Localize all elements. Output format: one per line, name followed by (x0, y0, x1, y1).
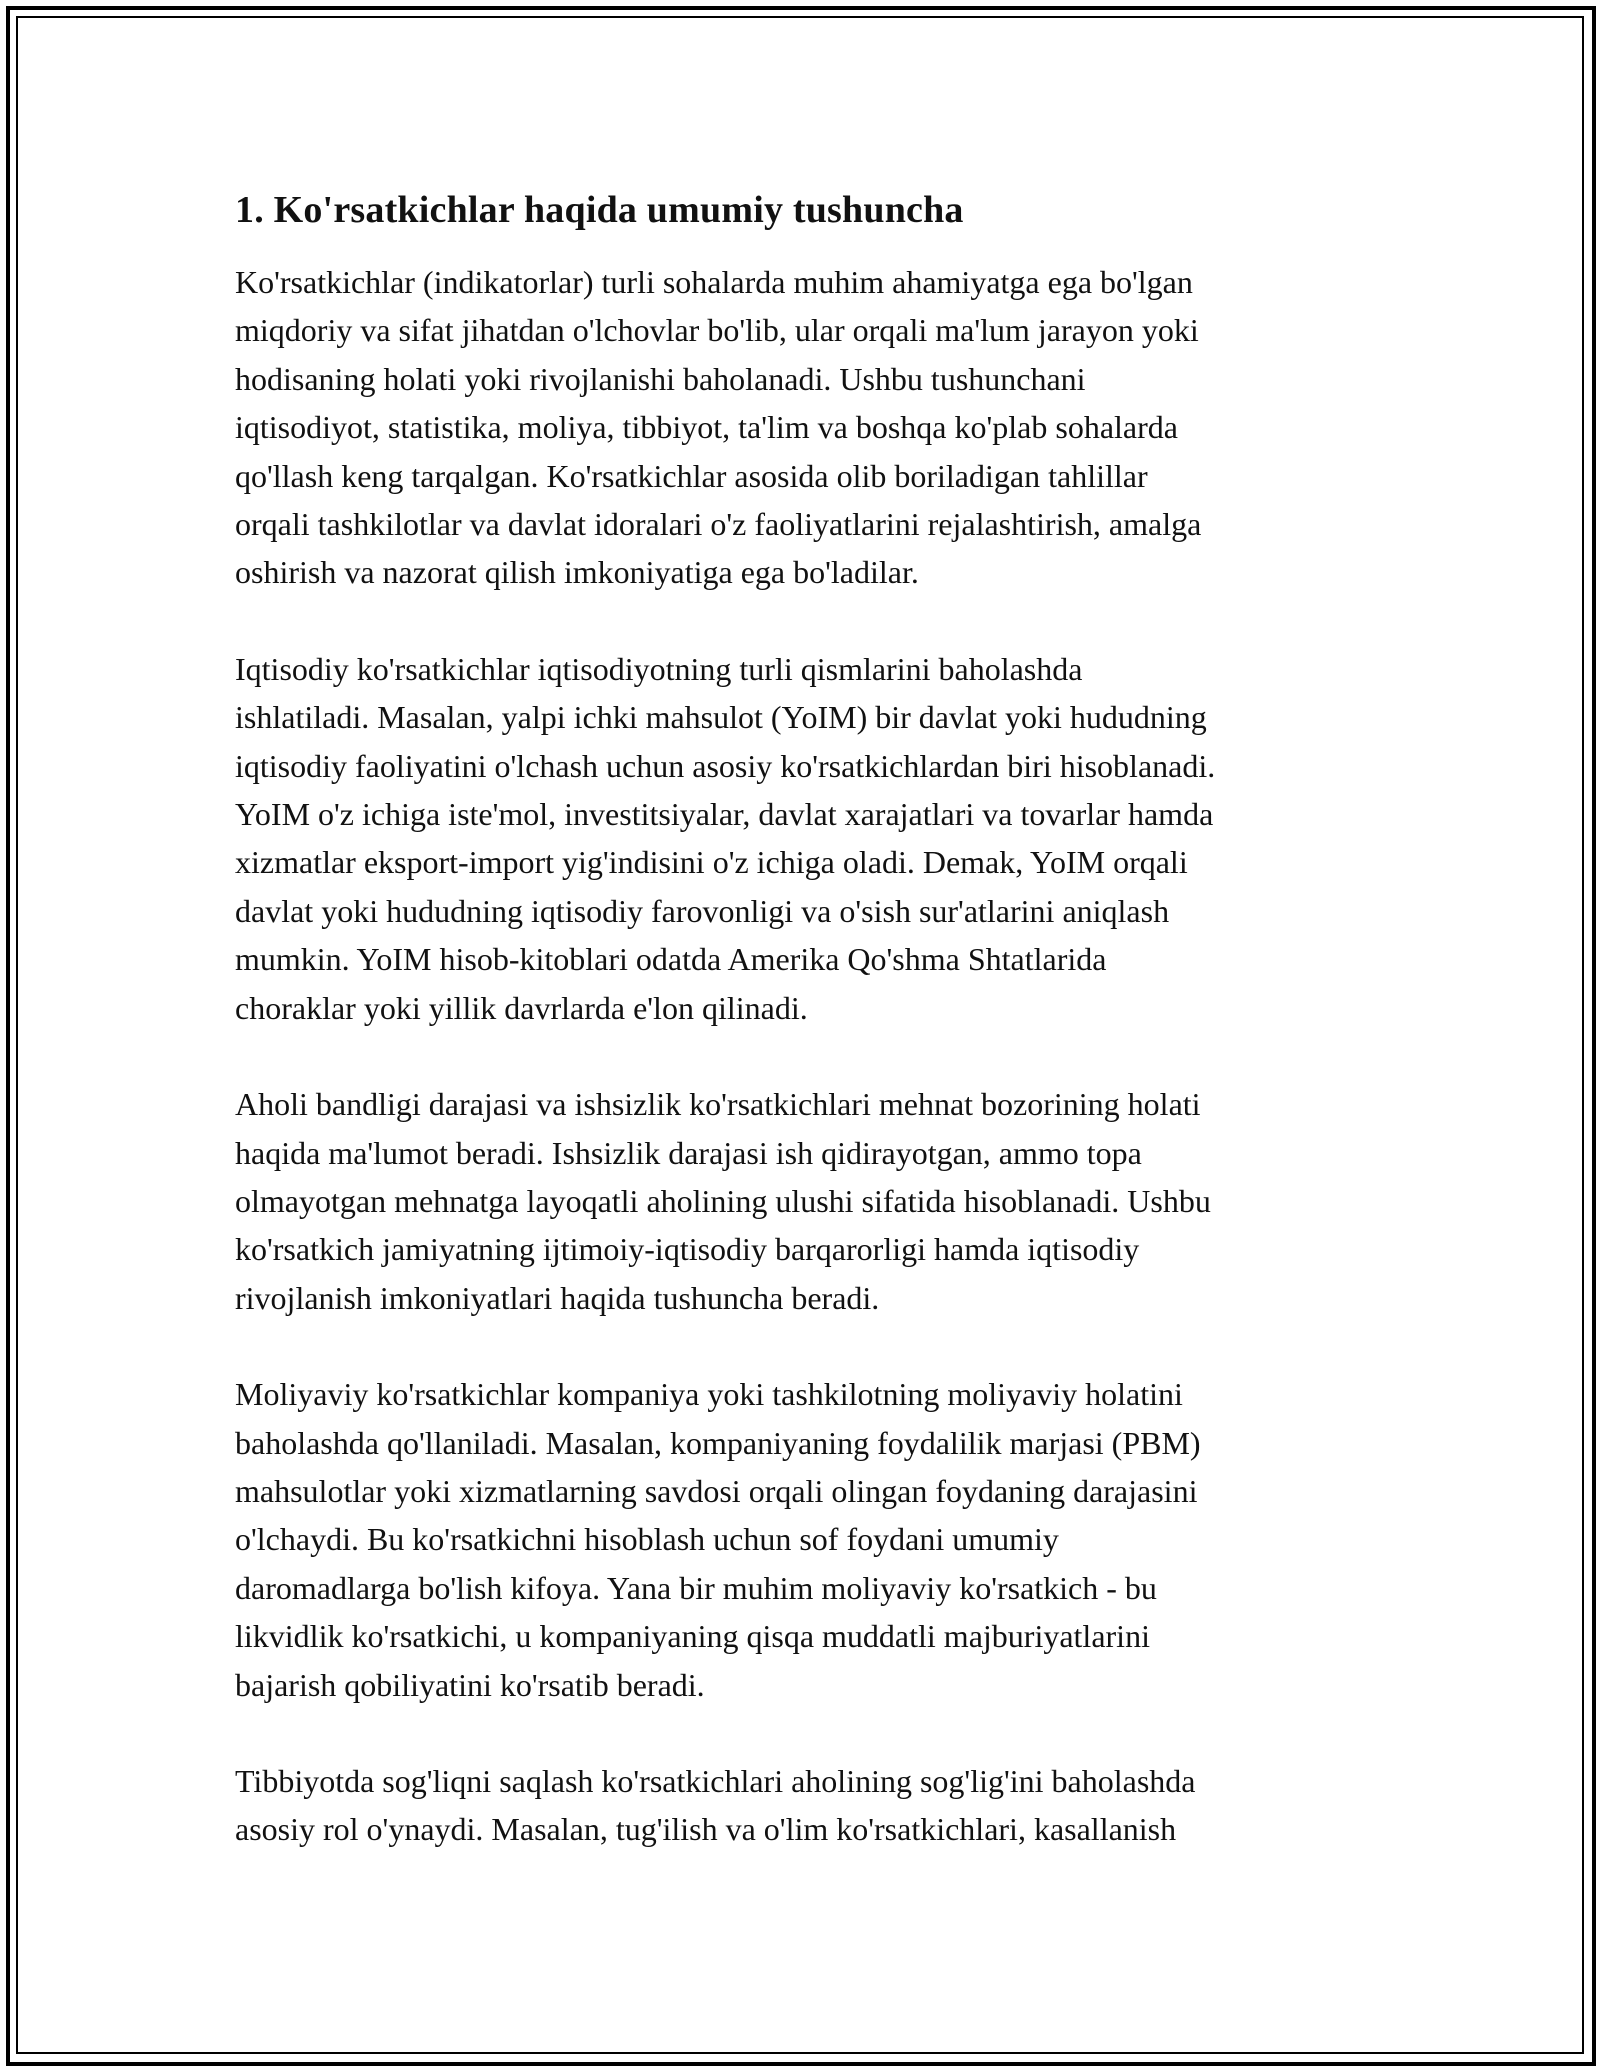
section-heading: 1. Ko'rsatkichlar haqida umumiy tushuncha (235, 189, 964, 231)
document-body (235, 186, 1375, 1902)
paragraph-employment-indicators: Aholi bandligi darajasi va ishsizlik ko'rsatkichlari mehnat bozorining holati haqida ma'lumot beradi. Ishsizlik darajasi ish qidirayotgan, ammo topa olmayotgan mehnatga layoqatli aholining ulushi sifatida hisoblanadi. Ushbu ko'rsatkich jamiyatning ijtimoiy-iqtisodiy barqarorligi hamda iqtisodiy rivojlanish imkoniyatlari haqida tushuncha beradi. (235, 1086, 1211, 1316)
paragraph-economic-indicators: Iqtisodiy ko'rsatkichlar iqtisodiyotning turli qismlarini baholashda ishlatiladi. Masalan, yalpi ichki mahsulot (YoIM) bir davlat yoki hududning iqtisodiy faoliyatini o'lchash uchun asosiy ko'rsatkichlardan biri hisoblanadi. YoIM o'z ichiga iste'mol, investitsiyalar, davlat xarajatlari va tovarlar hamda xizmatlar eksport-import yig'indisini o'z ichiga oladi. Demak, YoIM orqali davlat yoki hududning iqtisodiy farovonligi va o'sish sur'atlarini aniqlash mumkin. YoIM hisob-kitoblari odatda Amerika Qo'shma Shtatlarida choraklar yoki yillik davrlarda e'lon qilinadi. (235, 650, 1216, 1026)
paragraph-indicators-definition: Ko'rsatkichlar (indikatorlar) turli sohalarda muhim ahamiyatga ega bo'lgan miqdoriy va sifat jihatdan o'lchovlar bo'lib, ular orqali ma'lum jarayon yoki hodisaning holati yoki rivojlanishi baholanadi. Ushbu tushunchani iqtisodiyot, statistika, moliya, tibbiyot, ta'lim va boshqa ko'plab sohalarda qo'llash keng tarqalgan. Ko'rsatkichlar asosida olib boriladigan tahlillar orqali tashkilotlar va davlat idoralari o'z faoliyatlarini rejalashtirish, amalga oshirish va nazorat qilish imkoniyatiga ega bo'ladilar. (235, 264, 1202, 591)
paragraph-financial-indicators: Moliyaviy ko'rsatkichlar kompaniya yoki tashkilotning moliyaviy holatini baholashda qo'llaniladi. Masalan, kompaniyaning foydalilik marjasi (PBM) mahsulotlar yoki xizmatlarning savdosi orqali olingan foydaning darajasini o'lchaydi. Bu ko'rsatkichni hisoblash uchun sof foydani umumiy daromadlarga bo'lish kifoya. Yana bir muhim moliyaviy ko'rsatkich - bu likvidlik ko'rsatkichi, u kompaniyaning qisqa muddatli majburiyatlarini bajarish qobiliyatini ko'rsatib beradi. (235, 1376, 1201, 1703)
paragraph-health-indicators: Tibbiyotda sog'liqni saqlash ko'rsatkichlari aholining sog'lig'ini baholashda asosiy rol o'ynaydi. Masalan, tug'ilish va o'lim ko'rsatkichlari, kasallanish (235, 1762, 1196, 1848)
